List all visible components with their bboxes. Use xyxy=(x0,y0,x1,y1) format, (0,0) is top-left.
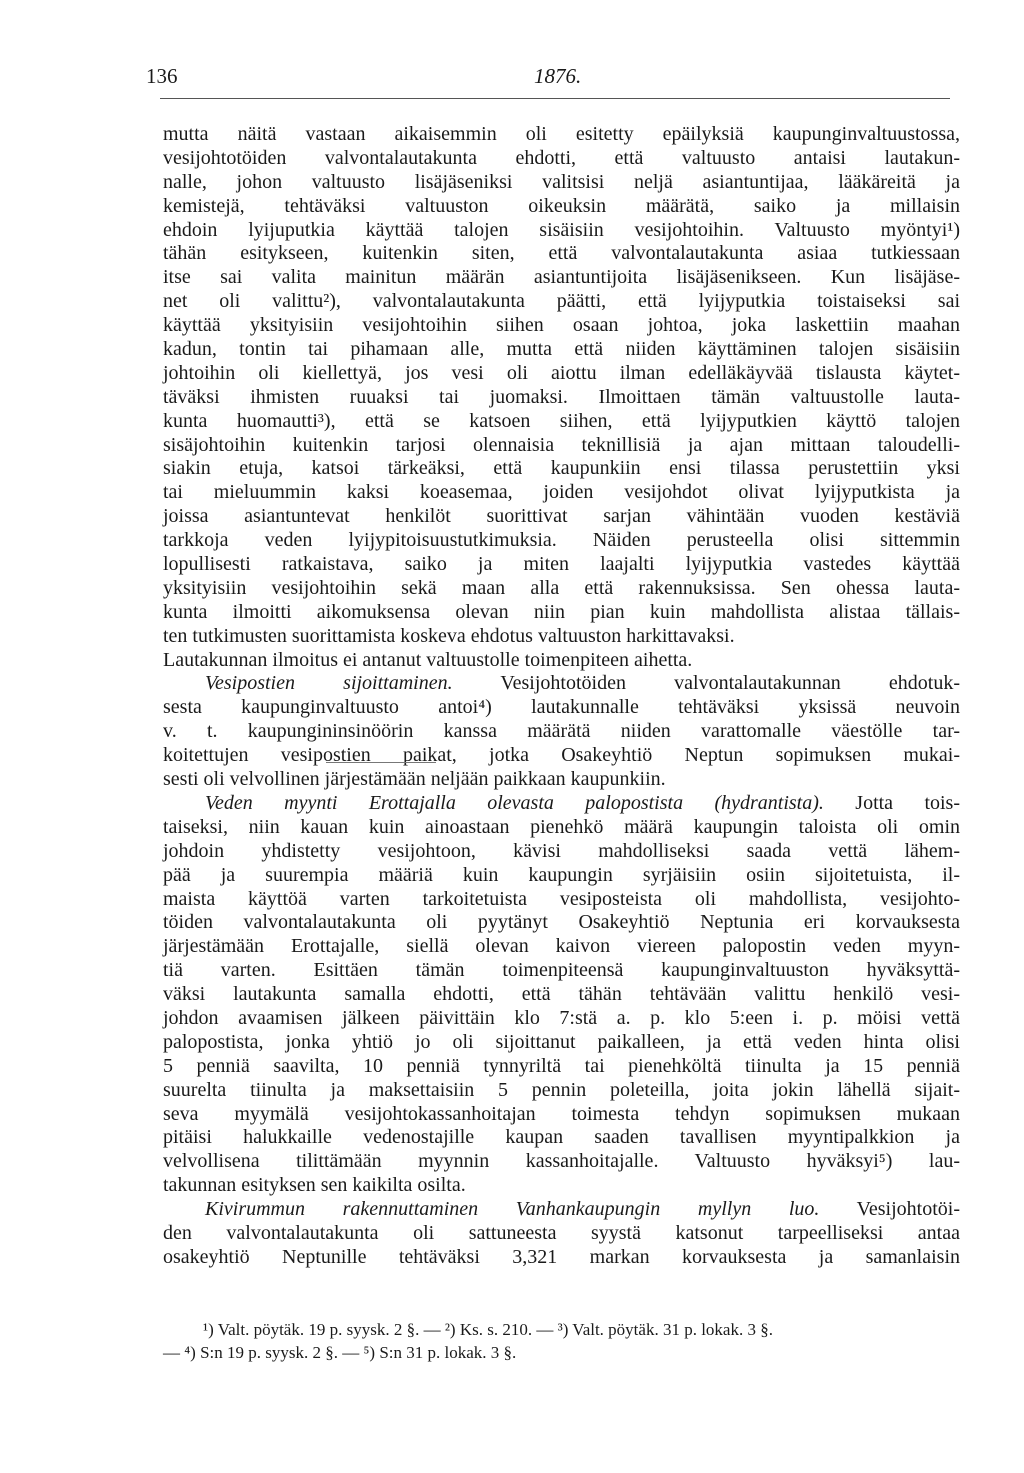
text-line: palopostista, jonka yhtiö jo oli sijoittanut paikalleen, ja että veden hinta olisi xyxy=(163,1030,960,1053)
page-number: 136 xyxy=(146,64,178,88)
text-line: siakin etuja, katsoi tärkeäksi, että kaupunkiin ensi tilassa perustettiin yksi xyxy=(163,457,960,480)
section-heading: Veden myynti Erottajalla olevasta palopostista (hydrantista). xyxy=(205,791,824,814)
text-line: velvollisena tilittämään myynnin kassanhoitajalle. Valtuusto hyväksyi⁵) lau- xyxy=(163,1150,960,1173)
text-line: itse sai valita mainitun määrän asiantuntijoita lisäjäsenikseen. Kun lisäjäse- xyxy=(163,266,960,289)
text-line: ten tutkimusten suorittamista koskeva ehdotus valtuuston harkittavaksi. xyxy=(163,624,735,647)
footnote-line: — ⁴) S:n 19 p. syysk. 2 §. — ⁵) S:n 31 p. lokak. 3 §. xyxy=(163,1343,517,1362)
section-heading-line: Vesipostien sijoittaminen. Vesijohtotöiden valvontalautakunnan ehdotuk- xyxy=(205,672,961,695)
text-line: seva myymälä vesijohtokassanhoitajan toimesta tehdyn sopimuksen mukaan xyxy=(163,1102,960,1125)
footnotes xyxy=(163,1318,960,1364)
section-heading-line: Kivirummun rakennuttaminen Vanhankaupungin myllyn luo. Vesijohtotöi- xyxy=(205,1198,960,1221)
footnote-rule xyxy=(326,762,436,763)
text-line: pää ja suurempia määriä kuin kaupungin syrjäisiin osiin sijoitetuista, il- xyxy=(163,863,960,886)
text-line: yksityisiin vesijohtoihin sekä maan alla että rakennuksissa. Sen ohessa lauta- xyxy=(163,576,960,599)
text-line: taiseksi, niin kauan kuin ainoastaan pienehkö määrä kaupungin taloista oli omin xyxy=(163,815,960,838)
text-line: johdoin yhdistetty vesijohtoon, kävisi mahdolliseksi saada vettä lähem- xyxy=(163,839,960,862)
text-line: joissa asiantuntevat henkilöt suorittivat sarjan vähintään vuoden kestäviä xyxy=(163,505,960,528)
text-line: v. t. kaupungininsinöörin kanssa määrätä niiden varattomalle väestölle tar- xyxy=(163,720,960,743)
text-line: tiä varten. Esittäen tämän toimenpiteensä kaupunginvaltuuston hyväksyttä- xyxy=(163,959,960,982)
text-line: sesti oli velvollinen järjestämään neljään paikkaan kaupunkiin. xyxy=(163,768,666,791)
text-line: lopullisesti ratkaistava, saiko ja miten laajalti lyijyputkia vastedes käyttää xyxy=(163,553,960,576)
text-line: kunta huomautti³), että se katsoen siihen, että lyijyputkien käyttö talojen xyxy=(163,409,960,432)
header-rule xyxy=(160,98,950,99)
text-line: johtoihin oli kiellettyä, jos vesi oli aiottu ilman edelläkäyvää tislausta käytet- xyxy=(163,361,960,384)
text-line: Lautakunnan ilmoitus ei antanut valtuustolle toimenpiteen aihetta. xyxy=(163,648,693,671)
text-line: ehdoin lyijuputkia käyttää talojen sisäisiin vesijohtoihin. Valtuusto myöntyi¹) xyxy=(163,218,960,241)
text-line: vesijohtotöiden valvontalautakunta ehdotti, että valtuusto antaisi lautakun- xyxy=(163,146,960,169)
text-line: sesta kaupunginvaltuusto antoi⁴) lautakunnalle tehtäväksi yksissä neuvoin xyxy=(163,696,960,719)
text-line: takunnan esityksen sen kaikilta osilta. xyxy=(163,1174,466,1197)
text-line: 5 penniä saavilta, 10 penniä tynnyriltä tai pienehköltä tiinulta ja 15 penniä xyxy=(163,1054,960,1077)
text-line: tai mieluummin kaksi koeasemaa, joiden vesijohdot olivat lyijyputkista ja xyxy=(163,481,960,504)
text-line: töiden valvontalautakunta oli pyytänyt Osakeyhtiö Neptunia eri korvauksesta xyxy=(163,911,960,934)
footnote-line: ¹) Valt. pöytäk. 19 p. syysk. 2 §. — ²) Ks. s. 210. — ³) Valt. pöytäk. 31 p. lokak. 3 §. xyxy=(203,1320,773,1339)
body-text xyxy=(163,123,960,1270)
running-head-year: 1876. xyxy=(534,64,582,88)
text-line: sisäjohtoihin kuitenkin tarjosi olennaisia teknillisiä ja ajan mittaan taloudelli- xyxy=(163,433,960,456)
page-header xyxy=(146,64,960,94)
text-line: net oli valittu²), valvontalautakunta päätti, että lyijyputkia toistaiseksi sai xyxy=(163,290,960,313)
text-line: osakeyhtiö Neptunille tehtäväksi 3,321 markan korvauksesta ja samanlaisin xyxy=(163,1245,960,1268)
text-line: kunta ilmoitti aikomuksensa olevan niin pian kuin mahdollista alistaa tällais- xyxy=(163,600,960,623)
text-line: mutta näitä vastaan aikaisemmin oli esitetty epäilyksiä kaupunginvaltuustossa, xyxy=(163,123,960,145)
text-line: maista käyttöä varten tarkoitetuista vesiposteista oli mahdollista, vesijohto- xyxy=(163,887,960,910)
text-line: järjestämään Erottajalle, siellä olevan kaivon viereen palopostin veden myyn- xyxy=(163,935,960,958)
section-heading-line: Veden myynti Erottajalla olevasta palopostista (hydrantista). Jotta tois- xyxy=(205,791,960,814)
text-line: tähän esitykseen, kuitenkin siten, että valvontalautakunta asiaa tutkiessaan xyxy=(163,242,960,265)
text-line: koitettujen vesipostien paikat, jotka Osakeyhtiö Neptun sopimuksen mukai- xyxy=(163,744,960,767)
text-line: väksi lautakunta samalla ehdotti, että tähän tehtävään valittu henkilö vesi- xyxy=(163,983,960,1006)
section-heading: Vesipostien sijoittaminen. xyxy=(205,672,453,695)
text-line: kadun, tontin tai pihamaan alle, mutta että niiden käyttäminen talojen sisäisiin xyxy=(163,338,960,361)
text-line: kemistejä, tehtäväksi valtuuston oikeuksin määrätä, saiko ja millaisin xyxy=(163,194,960,217)
section-heading: Kivirummun rakennuttaminen Vanhankaupungin myllyn luo. xyxy=(205,1198,820,1221)
text-line: nalle, johon valtuusto lisäjäseniksi valitsisi neljä asiantuntijaa, lääkäreitä ja xyxy=(163,170,960,193)
text-line: johdon avaamisen jälkeen päivittäin klo 7:stä a. p. klo 5:een i. p. möisi vettä xyxy=(163,1006,960,1029)
text-line: pitäisi halukkaille vedenostajille kaupan saaden tavallisen myyntipalkkion ja xyxy=(163,1126,960,1149)
text-line: den valvontalautakunta oli sattuneesta syystä katsonut tarpeelliseksi antaa xyxy=(163,1221,960,1244)
text-line: käyttää yksityisiin vesijohtoihin siihen osaan johtoa, joka laskettiin maahan xyxy=(163,314,960,337)
text-line: suurelta tiinulta ja maksettaisiin 5 pennin poleteilla, joita jokin lähellä sijait- xyxy=(163,1078,960,1101)
text-line: täväksi ihmisten ruuaksi tai juomaksi. Ilmoittaen tämän valtuustolle lauta- xyxy=(163,385,960,408)
text-line: tarkkoja veden lyijypitoisuustutkimuksia. Näiden perusteella olisi sittemmin xyxy=(163,529,960,552)
